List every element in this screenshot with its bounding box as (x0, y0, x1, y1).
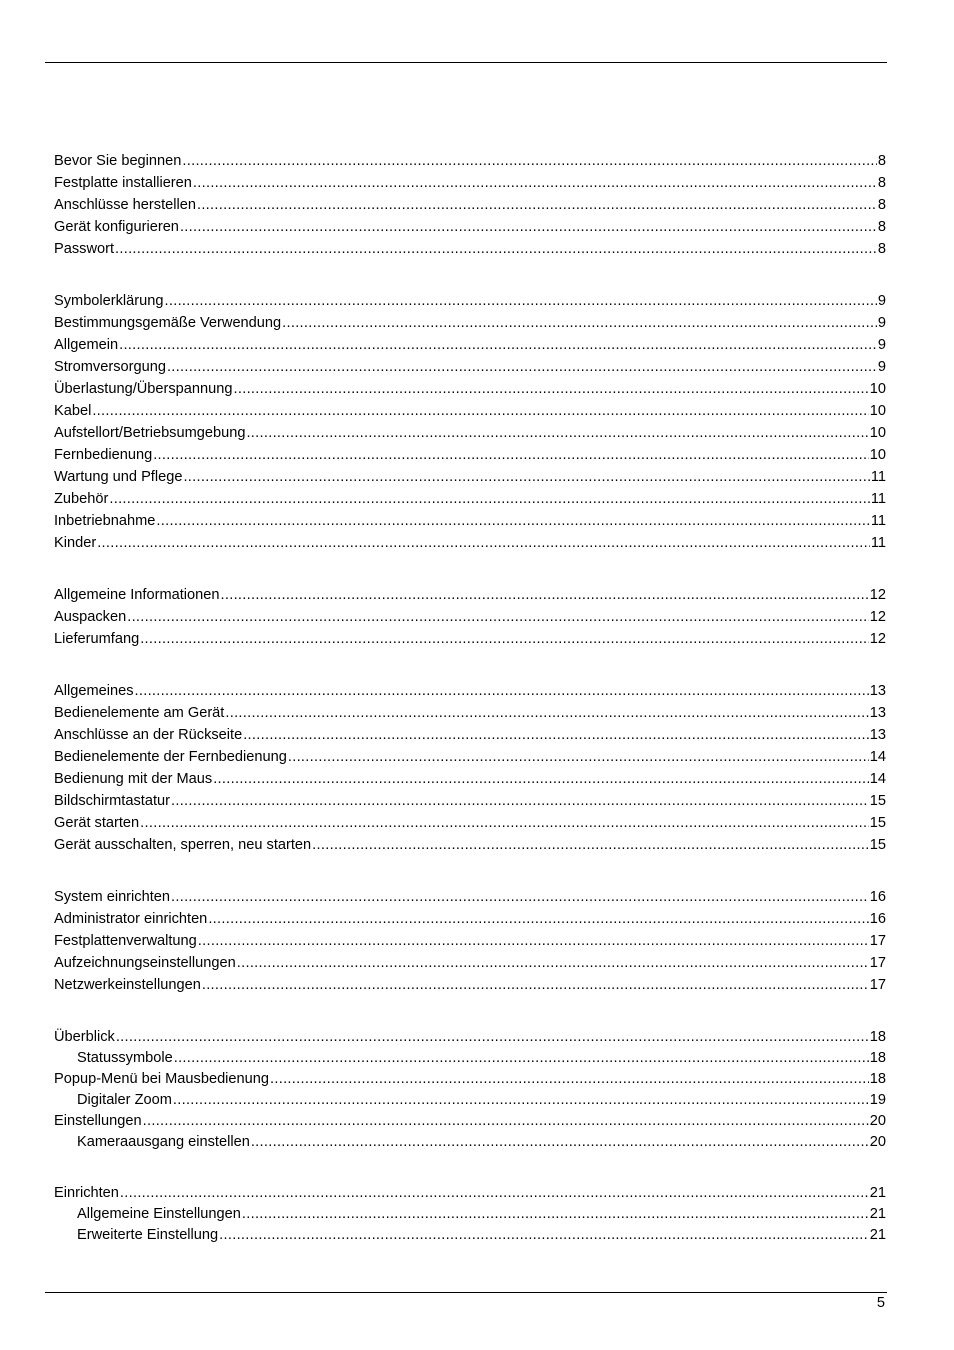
toc-entry[interactable] (54, 726, 886, 748)
toc-group (54, 888, 886, 998)
toc-entry-page: 11 (870, 491, 886, 507)
dot-leader (115, 240, 877, 258)
toc-entry-label: Festplatte installieren (54, 175, 192, 191)
dot-leader (213, 770, 869, 788)
toc-entry-label: Festplattenverwaltung (54, 933, 197, 949)
dot-leader (225, 704, 868, 722)
dot-leader (156, 512, 869, 530)
toc-entry-page: 18 (869, 1071, 886, 1087)
toc-entry[interactable] (54, 1112, 886, 1133)
toc-subentry[interactable] (54, 1091, 886, 1112)
toc-entry[interactable] (54, 888, 886, 910)
toc-entry-label: Anschlüsse an der Rückseite (54, 727, 243, 743)
dot-leader (251, 1133, 869, 1151)
toc-entry-page: 10 (869, 447, 886, 463)
toc-entry-page: 9 (877, 359, 886, 375)
toc-entry[interactable] (54, 932, 886, 954)
toc-entry-label: Einrichten (54, 1185, 119, 1201)
toc-entry-page: 10 (869, 381, 886, 397)
page-number: 5 (876, 1295, 885, 1311)
toc-entry[interactable] (54, 1070, 886, 1091)
toc-entry-label: Aufzeichnungseinstellungen (54, 955, 236, 971)
toc-subentry[interactable] (54, 1133, 886, 1154)
toc-entry[interactable] (54, 196, 886, 218)
toc-entry-page: 20 (869, 1134, 886, 1150)
toc-group (54, 1028, 886, 1154)
dot-leader (312, 836, 869, 854)
toc-group (54, 292, 886, 556)
dot-leader (165, 292, 877, 310)
toc-entry-page: 11 (870, 535, 886, 551)
toc-entry-label: Kameraausgang einstellen (77, 1134, 250, 1150)
toc-entry-label: Symbolerklärung (54, 293, 164, 309)
toc-entry-page: 18 (869, 1050, 886, 1066)
toc-entry-page: 12 (869, 631, 886, 647)
toc-entry[interactable] (54, 748, 886, 770)
dot-leader (246, 424, 868, 442)
toc-entry[interactable] (54, 682, 886, 704)
toc-entry[interactable] (54, 292, 886, 314)
dot-leader (171, 792, 869, 810)
toc-entry-page: 21 (869, 1206, 886, 1222)
toc-entry-page: 13 (869, 683, 886, 699)
toc-entry-label: Gerät starten (54, 815, 140, 831)
toc-entry-label: Popup-Menü bei Mausbedienung (54, 1071, 270, 1087)
toc-entry-page: 11 (870, 469, 886, 485)
toc-entry-page: 16 (869, 889, 886, 905)
toc-entry[interactable] (54, 954, 886, 976)
toc-entry-label: Allgemeine Einstellungen (77, 1206, 241, 1222)
toc-entry-label: Auspacken (54, 609, 127, 625)
toc-entry[interactable] (54, 336, 886, 358)
dot-leader (173, 1091, 869, 1109)
toc-entry-label: Überlastung/Überspannung (54, 381, 233, 397)
dot-leader (116, 1028, 869, 1046)
dot-leader (242, 1205, 869, 1223)
dot-leader (208, 910, 868, 928)
toc-entry-page: 16 (869, 911, 886, 927)
toc-entry[interactable] (54, 910, 886, 932)
toc-entry[interactable] (54, 586, 886, 608)
dot-leader (243, 726, 869, 744)
toc-entry[interactable] (54, 630, 886, 652)
toc-entry-page: 10 (869, 425, 886, 441)
toc-entry-page: 17 (869, 977, 886, 993)
toc-entry-page: 9 (877, 293, 886, 309)
toc-entry-page: 15 (869, 815, 886, 831)
toc-entry-label: Administrator einrichten (54, 911, 208, 927)
dot-leader (92, 402, 868, 420)
dot-leader (109, 490, 869, 508)
toc-entry[interactable] (54, 1184, 886, 1205)
toc-entry-label: Anschlüsse herstellen (54, 197, 196, 213)
toc-entry-label: Kinder (54, 535, 97, 551)
toc-group (54, 586, 886, 652)
toc-entry-label: Lieferumfang (54, 631, 140, 647)
toc-entry-label: Zubehör (54, 491, 109, 507)
toc-entry-page: 10 (869, 403, 886, 419)
toc-entry-label: Netzwerkeinstellungen (54, 977, 201, 993)
toc-entry[interactable] (54, 424, 886, 446)
toc-entry-label: Einstellungen (54, 1113, 142, 1129)
dot-leader (180, 218, 877, 236)
toc-entry[interactable] (54, 358, 886, 380)
toc-entry[interactable] (54, 770, 886, 792)
dot-leader (174, 1049, 869, 1067)
toc-entry[interactable] (54, 240, 886, 262)
toc-entry-page: 11 (870, 513, 886, 529)
dot-leader (288, 748, 869, 766)
toc-entry-label: Bildschirmtastatur (54, 793, 170, 809)
toc-entry[interactable] (54, 314, 886, 336)
dot-leader (198, 932, 869, 950)
toc-entry[interactable] (54, 836, 886, 858)
toc-entry-page: 13 (869, 705, 886, 721)
toc-entry-label: Wartung und Pflege (54, 469, 183, 485)
toc-entry[interactable] (54, 402, 886, 424)
toc-entry-label: Stromversorgung (54, 359, 166, 375)
toc-entry-page: 20 (869, 1113, 886, 1129)
toc-entry-page: 12 (869, 587, 886, 603)
toc-entry-label: Allgemeine Informationen (54, 587, 220, 603)
toc-entry[interactable] (54, 534, 886, 556)
toc-entry-label: Fernbedienung (54, 447, 153, 463)
toc-entry-label: Gerät ausschalten, sperren, neu starten (54, 837, 312, 853)
dot-leader (182, 152, 876, 170)
dot-leader (127, 608, 869, 626)
dot-leader (135, 682, 869, 700)
toc-entry-label: Überblick (54, 1029, 115, 1045)
toc-entry-label: Erweiterte Einstellung (77, 1227, 219, 1243)
toc-entry-label: Digitaler Zoom (77, 1092, 172, 1108)
toc-entry-label: Passwort (54, 241, 115, 257)
toc-subentry[interactable] (54, 1205, 886, 1226)
toc-entry-label: Gerät konfigurieren (54, 219, 179, 235)
toc-entry-label: Bestimmungsgemäße Verwendung (54, 315, 282, 331)
toc-entry-label: Kabel (54, 403, 92, 419)
toc-group (54, 152, 886, 262)
toc-entry-page: 9 (877, 337, 886, 353)
toc-entry[interactable] (54, 380, 886, 402)
toc-entry[interactable] (54, 174, 886, 196)
dot-leader (197, 196, 877, 214)
toc-entry-page: 12 (869, 609, 886, 625)
toc-entry-page: 8 (877, 197, 886, 213)
dot-leader (143, 1112, 869, 1130)
toc-subentry[interactable] (54, 1049, 886, 1070)
toc-entry[interactable] (54, 704, 886, 726)
dot-leader (270, 1070, 869, 1088)
toc-entry[interactable] (54, 1028, 886, 1049)
toc-entry-page: 17 (869, 955, 886, 971)
dot-leader (119, 336, 877, 354)
toc-entry[interactable] (54, 512, 886, 534)
toc-entry-page: 17 (869, 933, 886, 949)
dot-leader (282, 314, 877, 332)
toc-entry-page: 15 (869, 837, 886, 853)
dot-leader (153, 446, 869, 464)
dot-leader (234, 380, 869, 398)
toc-entry-page: 19 (869, 1092, 886, 1108)
toc-entry[interactable] (54, 814, 886, 836)
toc-entry[interactable] (54, 490, 886, 512)
toc-entry-label: Bedienung mit der Maus (54, 771, 213, 787)
dot-leader (237, 954, 869, 972)
toc-entry-label: Allgemein (54, 337, 119, 353)
toc-entry-label: Inbetriebnahme (54, 513, 156, 529)
dot-leader (97, 534, 870, 552)
dot-leader (140, 814, 869, 832)
toc-subentry[interactable] (54, 1226, 886, 1247)
toc-entry-label: Bedienelemente am Gerät (54, 705, 225, 721)
toc-entry-page: 15 (869, 793, 886, 809)
toc-entry-page: 18 (869, 1029, 886, 1045)
toc-entry-label: System einrichten (54, 889, 170, 905)
toc-entry-page: 9 (877, 315, 886, 331)
dot-leader (140, 630, 869, 648)
toc-entry[interactable] (54, 218, 886, 240)
dot-leader (171, 888, 869, 906)
dot-leader (202, 976, 869, 994)
toc-entry-page: 14 (869, 771, 886, 787)
toc-entry-page: 8 (877, 153, 886, 169)
dot-leader (221, 586, 869, 604)
toc-entry[interactable] (54, 446, 886, 468)
toc-entry-label: Aufstellort/Betriebsumgebung (54, 425, 246, 441)
toc-entry-page: 8 (877, 175, 886, 191)
toc-entry[interactable] (54, 976, 886, 998)
toc-group (54, 682, 886, 858)
toc-entry-page: 8 (877, 241, 886, 257)
dot-leader (167, 358, 877, 376)
toc-entry-page: 21 (869, 1185, 886, 1201)
dot-leader (219, 1226, 869, 1244)
toc-entry[interactable] (54, 468, 886, 490)
toc-entry-page: 14 (869, 749, 886, 765)
toc-group (54, 1184, 886, 1247)
toc-entry[interactable] (54, 152, 886, 174)
table-of-contents (54, 152, 886, 1277)
dot-leader (120, 1184, 869, 1202)
toc-entry-label: Statussymbole (77, 1050, 173, 1066)
toc-entry-page: 21 (869, 1227, 886, 1243)
footer-rule (45, 1292, 887, 1293)
header-rule (45, 62, 887, 63)
dot-leader (193, 174, 877, 192)
toc-entry[interactable] (54, 792, 886, 814)
toc-entry-page: 8 (877, 219, 886, 235)
dot-leader (183, 468, 869, 486)
toc-entry-label: Bedienelemente der Fernbedienung (54, 749, 287, 765)
toc-entry-label: Bevor Sie beginnen (54, 153, 182, 169)
toc-entry-page: 13 (869, 727, 886, 743)
toc-entry[interactable] (54, 608, 886, 630)
toc-entry-label: Allgemeines (54, 683, 134, 699)
